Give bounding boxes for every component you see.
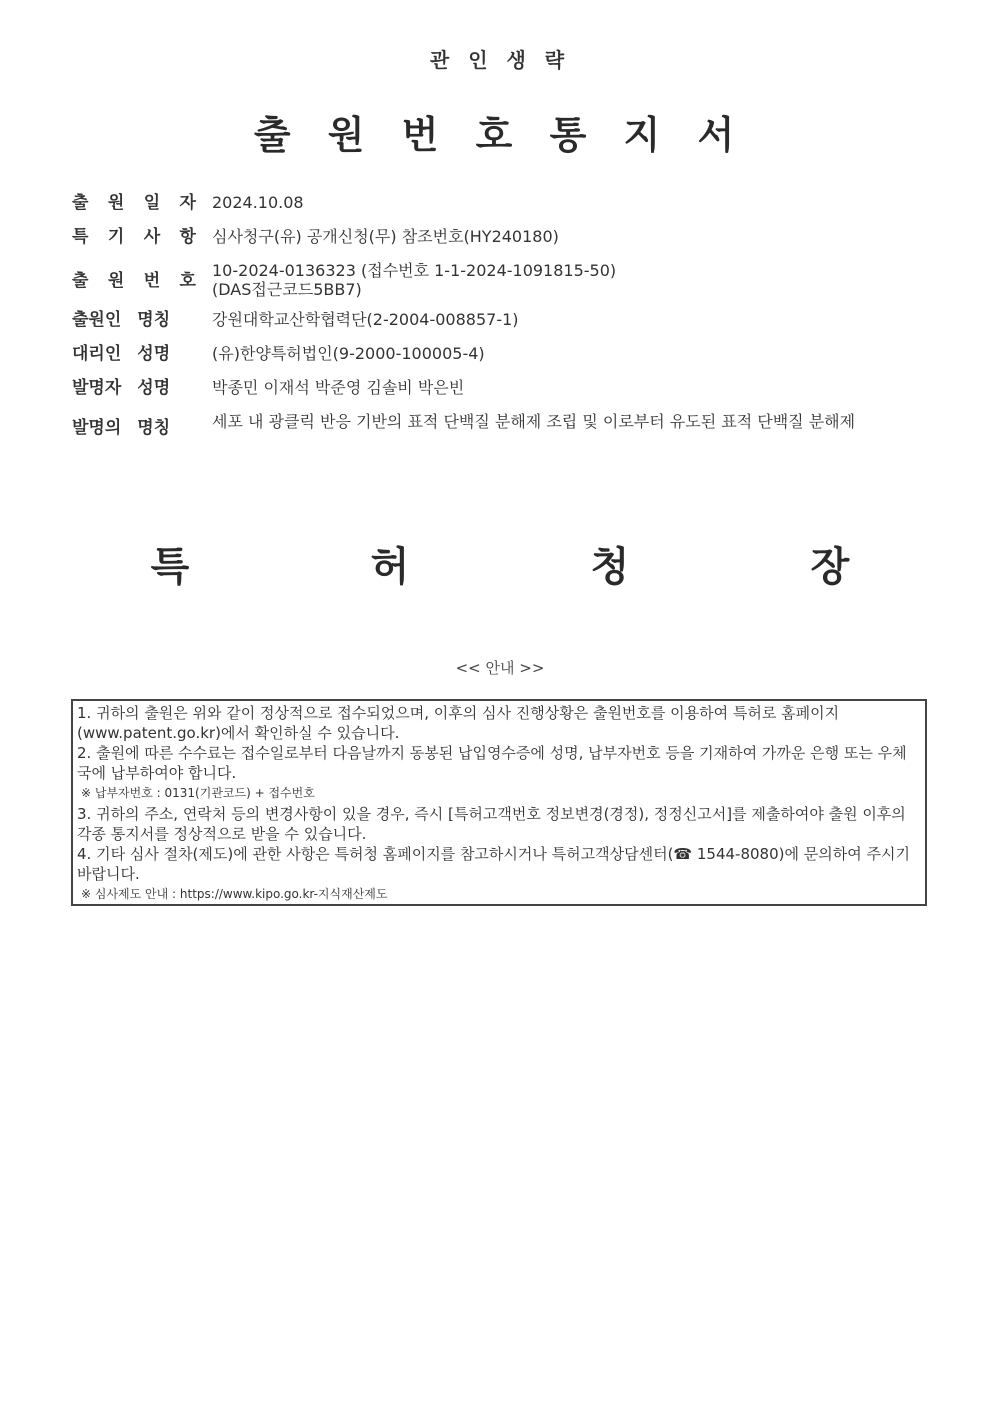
- guide-note: ※ 심사제도 안내 : https://www.kipo.go.kr-지식재산제도: [81, 887, 388, 901]
- issuer-char: 청: [590, 544, 630, 590]
- field-special-notes: [72, 224, 942, 250]
- field-filing-date: [72, 190, 942, 216]
- field-inventors: [72, 375, 942, 401]
- issuer-char: 특: [150, 544, 190, 590]
- issuer-signature: [140, 535, 860, 592]
- document-title: 출 원 번 호 통 지 서: [253, 113, 747, 157]
- agent-value: (유)한양특허법인(9-2000-100005-4): [212, 344, 485, 363]
- guide-item: 4. 기타 심사 절차(제도)에 관한 사항은 특허청 홈페이지를 참고하시거나 특허고객상담센터(☎ 1544-8080)에 문의하여 주시기 바랍니다.: [77, 845, 910, 883]
- filing-date-value: 2024.10.08: [212, 193, 304, 212]
- application-number-value: [212, 258, 932, 299]
- field-label: 대리인 성명: [72, 344, 171, 364]
- guide-heading: << 안내 >>: [455, 659, 545, 677]
- field-label: 출원인 명칭: [72, 310, 171, 330]
- guide-notice-box: [71, 699, 927, 906]
- guide-item: 3. 귀하의 주소, 연락처 등의 변경사항이 있을 경우, 즉시 [특허고객번호 정보변경(경정), 정정신고서]를 제출하여야 출원 이후의 각종 통지서를 정상적으로 받을 수 있습니다.: [77, 805, 906, 843]
- field-applicant: [72, 307, 942, 333]
- field-label: 출 원 일 자: [72, 193, 196, 213]
- das-code-line: (DAS접근코드5BB7): [212, 280, 362, 299]
- guide-item: 1. 귀하의 출원은 위와 같이 정상적으로 접수되었으며, 이후의 심사 진행상황은 출원번호를 이용하여 특허로 홈페이지(www.patent.go.kr)에서 확인하실 수 있습니다.: [77, 704, 840, 742]
- special-notes-value: 심사청구(유) 공개신청(무) 참조번호(HY240180): [212, 227, 559, 246]
- inventors-value: 박종민 이재석 박준영 김솔비 박은빈: [212, 378, 465, 397]
- field-label: 발명자 성명: [72, 378, 171, 398]
- application-number-line: 10-2024-0136323 (접수번호 1-1-2024-1091815-50): [212, 261, 617, 280]
- issuer-char: 장: [810, 544, 850, 590]
- field-application-number: [72, 258, 942, 299]
- guide-item: 2. 출원에 따른 수수료는 접수일로부터 다음날까지 동봉된 납입영수증에 성명, 납부자번호 등을 기재하여 가까운 은행 또는 우체국에 납부하여야 합니다.: [77, 744, 907, 782]
- guide-note: ※ 납부자번호 : 0131(기관코드) + 접수번호: [81, 786, 315, 800]
- field-label: 특 기 사 항: [72, 227, 196, 247]
- invention-title-value: 세포 내 광클릭 반응 기반의 표적 단백질 분해제 조립 및 이로부터 유도된 표적 단백질 분해제: [212, 412, 856, 431]
- field-label: 출 원 번 호: [72, 271, 196, 291]
- application-fields: [72, 190, 942, 449]
- field-label: 발명의 명칭: [72, 418, 171, 438]
- applicant-value: 강원대학교산학협력단(2-2004-008857-1): [212, 310, 519, 329]
- seal-omitted-text: 관 인 생 략: [429, 48, 571, 72]
- issuer-char: 허: [370, 544, 410, 590]
- field-invention-title: [72, 409, 942, 441]
- field-agent: [72, 341, 942, 367]
